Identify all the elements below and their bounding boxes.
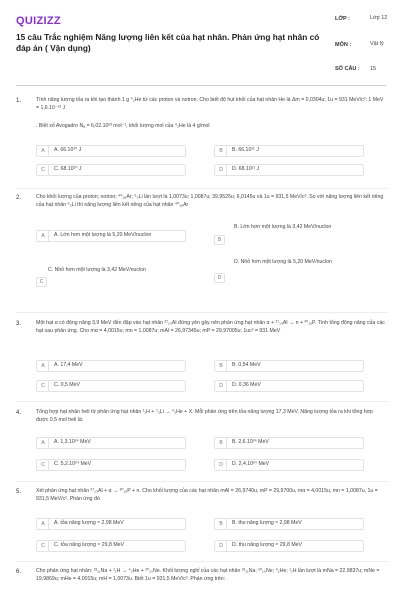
question-note: . Biết số Avogadro Nₐ = 6,02.10²³ mol⁻¹, khối lượng mol của ⁴₂He là 4 g/mol (36, 123, 210, 129)
option-text: A. tỏa năng lượng ≈ 2,98 MeV (54, 520, 124, 527)
option-text: C. tỏa năng lượng ≈ 29,8 MeV (54, 542, 124, 549)
question-text: Cho phản ứng hạt nhân: ²³₁₁Na + ¹₁H → ⁴₂He + ²⁰₁₀Ne. Khối lượng nghỉ của các hạt nhân ²³₁₁Na; ²⁰₁₀Ne; ⁴₂He; ¹₁H lần lượt là mNa = 22,9837u; mNe = 19,9869u; mHe = 4,0015u; mH = 1,0073u. Biết 1u = 931,5 MeV/c². Phản ứng trên: (36, 568, 380, 582)
option-d-text: D. Nhỏ hơn một lượng là 5,20 MeV/nuclon (234, 259, 332, 265)
option-text: D. 0,36 MeV (232, 382, 261, 389)
option-text: B. 66.10¹¹ J (232, 147, 259, 154)
header-divider (16, 85, 386, 86)
option-text: A. Lớn hơn một lượng là 5,20 MeV/nuclon (54, 232, 152, 239)
option-letter: C (38, 541, 49, 551)
question-number: 2. (16, 195, 22, 201)
option-d[interactable] (214, 272, 228, 284)
option-c[interactable] (36, 276, 50, 288)
option-b[interactable] (214, 234, 228, 246)
option-text: B. thu năng lượng ≈ 2,98 MeV (232, 520, 302, 527)
option-text: A. 17,4 MeV (54, 362, 83, 369)
option-d[interactable] (214, 380, 364, 392)
option-letter: B (216, 519, 227, 529)
option-c[interactable] (36, 540, 186, 552)
option-text: D. 68.10¹¹ J (232, 166, 260, 173)
option-letter: A (38, 361, 49, 371)
option-d[interactable] (214, 459, 364, 471)
question-divider (16, 312, 388, 313)
option-text: D. thu năng lượng ≈ 29,8 MeV (232, 542, 302, 549)
option-d[interactable] (214, 540, 364, 552)
option-letter: C (38, 460, 49, 470)
option-c[interactable] (36, 380, 186, 392)
quizizz-logo: QUIZIZZ (16, 15, 61, 27)
option-b[interactable] (214, 145, 364, 157)
option-a[interactable] (36, 230, 186, 242)
class-label: LỚP : (335, 16, 350, 22)
question-divider (16, 561, 388, 562)
question-divider (16, 401, 388, 402)
question-text: Tính năng lượng tỏa ra khi tạo thành 1 g ⁴₂He từ các proton và notron. Cho biết độ hụt khối của hạt nhân He là Δm = 0,0304u; 1u = 931 MeV/c²; 1 MeV = 1,6.10⁻¹³ J (36, 97, 384, 111)
option-a[interactable] (36, 360, 186, 372)
question-3 (16, 320, 388, 406)
option-letter: B (214, 235, 225, 245)
question-number: 6. (16, 569, 22, 575)
option-text: C. 5,2.10²⁴ MeV (54, 461, 92, 468)
option-letter: B (216, 438, 227, 448)
option-a[interactable] (36, 145, 186, 157)
question-number: 5. (16, 489, 22, 495)
option-c[interactable] (36, 164, 186, 176)
question-text: Một hạt α có động năng 3,9 MeV đến đập vào hạt nhân ²⁷₁₃Al đứng yên gây nên phản ứng hạt nhân α + ²⁷₁₃Al → n + ³⁰₁₅P. Tính tổng động năng của các hạt sau phản ứng. Cho mα = 4,0015u; mn = 1,0087u; mAl = 26,97345u; mP = 29,97005u; 1uc² = 931 MeV (36, 320, 385, 334)
option-letter: D (216, 460, 227, 470)
question-number: 1. (16, 98, 22, 104)
option-text: C. 68.10¹⁰ J (54, 166, 82, 173)
question-text: Tổng hợp hạt nhân heli từ phản ứng hạt nhân ¹₁H + ⁷₃Li → ⁴₂He + X. Mỗi phản ứng trên tỏa năng lượng 17,3 MeV. Năng lượng tỏa ra khi tổng hợp được 0,5 mol heli là: (36, 409, 373, 423)
option-letter: D (216, 541, 227, 551)
option-a[interactable] (36, 437, 186, 449)
class-value: Lớp 12 (370, 15, 388, 21)
option-letter: A (38, 438, 49, 448)
option-a[interactable] (36, 518, 186, 530)
option-b[interactable] (214, 360, 364, 372)
option-b[interactable] (214, 518, 364, 530)
option-b-text: B. Lớn hơn một lượng là 3,42 MeV/nuclon (234, 224, 332, 230)
question-divider (16, 188, 388, 189)
question-text: Xét phản ứng hạt nhân ²⁷₁₃Al + α → ³⁰₁₅P + n. Cho khối lượng của các hạt nhân mAl = 26,9740u, mP = 29,9700u, mα = 4,0015u, mn = 1,0087u, 1u = 931,5 MeV/c². Phản ứng đó (36, 488, 378, 502)
worksheet-title: 15 câu Trắc nghiệm Năng lượng liên kết của hạt nhân. Phản ứng hạt nhân có đáp án ( Vận dụng) (16, 32, 320, 53)
question-2 (16, 194, 388, 306)
option-letter: D (216, 381, 227, 391)
question-4 (16, 409, 388, 483)
option-text: A. 66.10¹⁰ J (54, 147, 82, 154)
option-c-text: C. Nhỏ hơn một lượng là 3,42 MeV/nuclon (48, 267, 146, 273)
question-text: Cho khối lượng của proton; notron; ⁴⁰₁₈Ar; ⁶₃Li lần lượt là 1,0073u; 1,0087u; 39,9525u; 6,0145u và 1u = 931,5 MeV/c². So với năng lượng liên kết riêng của hạt nhân ⁶₃Li thì năng lượng liên kết riêng của hạt nhân ⁴⁰₁₈Ar (36, 194, 384, 208)
option-c[interactable] (36, 459, 186, 471)
question-count-value: 15 (370, 66, 377, 72)
option-letter: C (38, 381, 49, 391)
question-number: 3. (16, 321, 22, 327)
option-letter: B (216, 146, 227, 156)
option-text: C. 0,5 MeV (54, 382, 80, 389)
option-letter: A (38, 519, 49, 529)
question-5 (16, 488, 388, 560)
option-letter: C (36, 277, 47, 287)
question-1 (16, 97, 388, 187)
option-text: A. 1,3.10²⁴ MeV (54, 439, 91, 446)
option-letter: A (38, 146, 49, 156)
question-count-label: SỐ CÂU : (335, 66, 360, 72)
question-divider (16, 481, 388, 482)
option-text: B. 0,54 MeV (232, 362, 261, 369)
question-number: 4. (16, 410, 22, 416)
option-d[interactable] (214, 164, 364, 176)
subject-value: Vật lý (370, 41, 384, 47)
option-letter: D (216, 165, 227, 175)
option-letter: C (38, 165, 49, 175)
option-text: D. 2,4.10²⁴ MeV (232, 461, 270, 468)
subject-label: MÔN : (335, 42, 352, 48)
option-letter: A (38, 231, 49, 241)
option-b[interactable] (214, 437, 364, 449)
option-letter: D (214, 273, 225, 283)
option-text: B. 2,6.10²⁴ MeV (232, 439, 269, 446)
question-6 (16, 568, 388, 598)
option-letter: B (216, 361, 227, 371)
worksheet-header (0, 0, 400, 88)
